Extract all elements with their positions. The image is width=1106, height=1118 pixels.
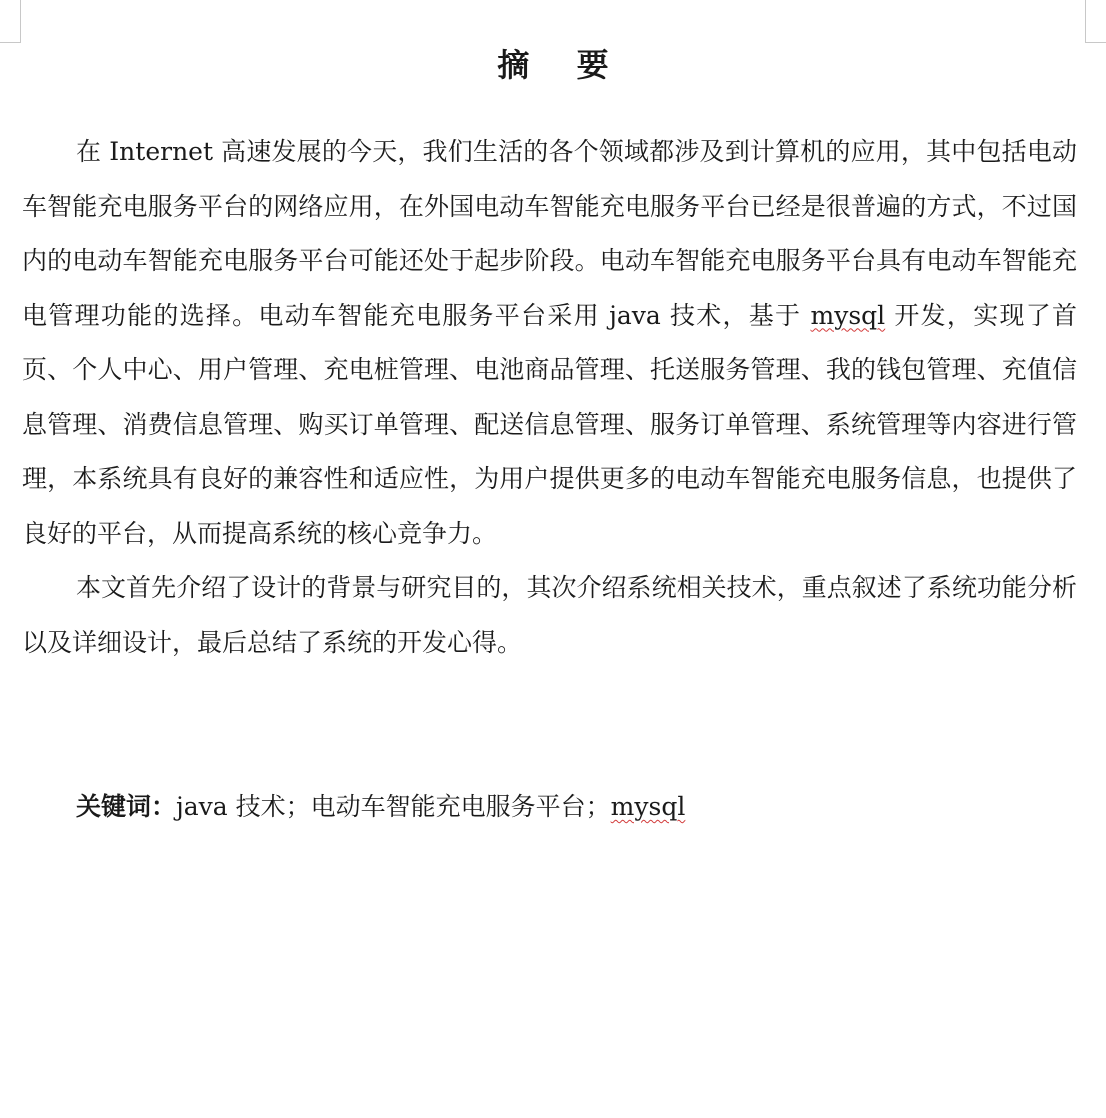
keywords-spellcheck-mysql: mysql [610, 792, 686, 821]
crop-mark-top-left [0, 0, 21, 43]
abstract-body [22, 125, 1077, 670]
abstract-paragraph-1 [22, 125, 1077, 561]
abstract-title [0, 40, 1106, 90]
paragraph-1-text-after: 开发，实现了首页、个人中心、用户管理、充电桩管理、电池商品管理、托送服务管理、我的钱包管理、充值信息管理、消费信息管理、购买订单管理、配送信息管理、服务订单管理、系统管理等内容进行管理，本系统具有良好的兼容性和适应性，为用户提供更多的电动车智能充电服务信息，也提供了良好的平台，从而提高系统的核心竞争力。 [22, 300, 1077, 548]
abstract-paragraph-2: 本文首先介绍了设计的背景与研究目的，其次介绍系统相关技术，重点叙述了系统功能分析以及详细设计，最后总结了系统的开发心得。 [22, 573, 1077, 657]
keywords-label: 关键词： [76, 792, 177, 821]
abstract-title-text: 摘 要 [497, 46, 627, 84]
crop-mark-top-right [1085, 0, 1106, 43]
keywords-line [76, 780, 1076, 834]
spellcheck-word-mysql: mysql [810, 300, 886, 330]
keywords-text: java 技术；电动车智能充电服务平台； [176, 792, 611, 821]
paragraph-1-text-before: 在 Internet 高速发展的今天，我们生活的各个领域都涉及到计算机的应用，其中包括电动车智能充电服务平台的网络应用，在外国电动车智能充电服务平台已经是很普遍的方式，不过国内的电动车智能充电服务平台可能还处于起步阶段。电动车智能充电服务平台具有电动车智能充电管理功能的选择。电动车智能充电服务平台采用 java 技术，基于 [22, 137, 1077, 330]
